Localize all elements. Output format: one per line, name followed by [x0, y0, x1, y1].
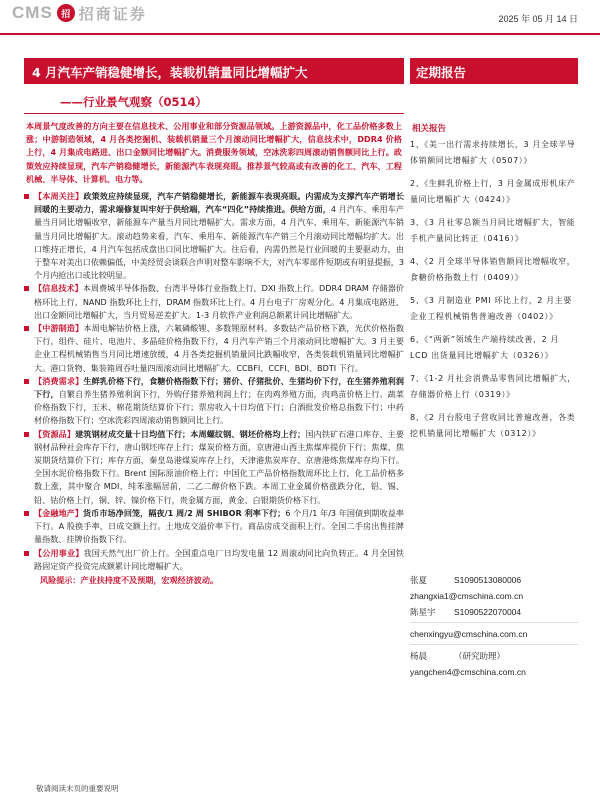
related-report-link[interactable]: 6、《“两新”领域生产端持续改善，2 月 LCD 出货量同比增幅扩大（0326）》 — [410, 335, 560, 360]
related-report-link[interactable]: 1、《美一出行需求持续增长，3 月全球半导体销额同比增幅扩大（0507）》 — [410, 140, 576, 165]
related-reports — [410, 118, 578, 449]
footer-disclaimer: 敬请阅读末页的重要说明 — [36, 784, 119, 793]
divider — [410, 622, 578, 623]
related-report-link[interactable]: 3、《3 月社零总额当月同比增幅扩大，智能手机产量同比转正（0416）》 — [410, 218, 576, 243]
related-report-link[interactable]: 2、《生鲜乳价格上行，3 月金属成形机床产量同比增幅扩大（0424）》 — [410, 179, 576, 204]
related-report-link[interactable]: 4、《2 月全球半导体销售额同比增幅收窄，食糖价格指数上行（0409）》 — [410, 257, 576, 282]
summary-paragraph: 本周景气度改善的方向主要在信息技术、公用事业和部分资源品领域。上游资源品中，化工品价格多数上涨；中游制造领域，4 月各类挖掘机、装载机销量三个月滚动同比增幅扩大，信息技术中，DDR4 价格上行，4 月集成电路进、出口金额同比增幅扩大。消费服务领域，空冰洗彩四周滚动销售额同比上行。政策效应持续显现，汽车产销稳健增长，新能源汽车表现亮眼。推荐景气较高或有改善的化工、汽车、工程机械、半导体、计算机、电力等。 — [26, 121, 402, 184]
report-body — [24, 120, 404, 587]
header-divider — [0, 33, 600, 35]
square-bullet-icon — [24, 379, 29, 384]
bullet-item: 【信息技术】本周费城半导体指数、台湾半导体行业指数上行，DXI 指数上行。DDR4 DRAM 存储器价格环比上行，NAND 指数环比上行，DRAM 指数环比上行。4 月台电子厂房观分化。4 月集成电路进、出口金额同比增幅扩大，当月贸易逆差扩大。1-3 月软件产业利润总额累计同比增幅扩大。 — [24, 282, 404, 322]
bullet-item: 【本周关注】政策效应持续显现，汽车产销稳健增长，新能源车表现亮眼。内需成为支撑汽车产销增长回暖的主要动力，需求端修复叫牢好于供给端，汽车“四化”持续推进。供给方面，4 月汽车、乘用车产量当月同比增幅收窄，新能源车产量当月同比增幅扩大。需求方面，4 月汽车、乘用车、新能源汽车销量当月同比增幅扩大。滚动趋势来看，汽车、乘用车、新能源汽车产销三个月滚动同比增幅均扩大。出口维持正增长，4 月汽车包括成盘出口同比增幅扩大。往后看，内需仍然是行业回暖的主要驱动力，由于整车对美出口依赖偏低，中美经贸会谈联合声明对整车影响不大，对汽车零部件短期或有明显提振，3 个月内抢出口或比较明显。 — [24, 190, 404, 282]
bullet-item: 【金融地产】货币市场净回笼，隔夜/1 周/2 周 SHIBOR 利率下行；6 个月/1 年/3 年国债到期收益率下行。A 股换手率、日成交额上行。土地成交溢价率下行。商品房成交面积上行。全国二手房出售挂牌量指数、挂牌价指数下行。 — [24, 507, 404, 547]
square-bullet-icon — [24, 194, 29, 199]
divider — [410, 644, 578, 645]
bullet-item: 【消费需求】生鲜乳价格下行，食糖价格指数下行；猪价、仔猪批价、生猪均价下行，在生猪养殖利润下行，自繁自养生猪养殖利润下行，外购仔猪养殖利润上行；在肉鸡养殖方面，肉鸡苗价格上行。蔬菜价格指数下行，玉米、棉花期货结算价下行；票房收入十日均值下行；白酒批发价格总指数下行；中药材价格指数下行；空冰洗彩四周滚动销售额同比上行。 — [24, 375, 404, 428]
report-date: 2025 年 05 月 14 日 — [498, 14, 578, 24]
analyst-email[interactable]: zhangxia1@cmschina.com.cn — [410, 591, 524, 601]
square-bullet-icon — [24, 432, 29, 437]
bullet-item: 【中游制造】本周电解钴价格上涨，六氟磷酸锂、多数锂原材料、多数钴产品价格下跌，光伏价格指数下行，组件、硅片、电池片、多晶硅价格指数下行，4 月汽车产销三个月滚动同比增幅扩大。3 月主要企业工程机械销售当月同比增速放缓，4 月各类挖掘机销量同比跌幅收窄，各类装载机销量同比增幅扩大。港口货物、集装箱周吞吐量四周滚动同比增幅扩大。CCBFI、CCFI、BDI、BDTI 下行。 — [24, 322, 404, 375]
bullet-list — [24, 190, 404, 573]
square-bullet-icon — [24, 551, 29, 556]
analyst-row: 陈星宇 S1090522070004 — [410, 607, 522, 617]
analyst-info — [410, 572, 578, 680]
related-reports-title: 相关报告 — [412, 124, 447, 134]
related-reports-list — [410, 137, 578, 441]
analyst-email[interactable]: chenxingyu@cmschina.com.cn — [410, 629, 528, 639]
related-report-link[interactable]: 5、《3 月制造业 PMI 环比上行，2 月主要企业工程机械销售普遍改善（0402）》 — [410, 296, 572, 321]
bullet-item: 【资源品】建筑钢材成交量十日均值下行；本周螺纹钢、钢坯价格均上行；国内铁矿石港口库存、主要钢材品种社会库存下行，唐山钢坯库存上行；煤炭价格方面，京唐港山西主焦煤库提价下行；焦煤、焦炭期货结算价下行；库存方面，秦皇岛港煤炭库存上行，天津港焦炭库存、京唐港炼焦煤库存均下行。全国水泥价格指数下行。Brent 国际原油价格上行；中国化工产品价格指数周环比上行，化工品价格多数上涨，其中聚合 MDI、纯苯涨幅居前，二乙二醇价格下跌。本周工业金属价格涨跌分化，铝、锡、铅、钴价格上行，铜、锌、镍价格下行，贵金属方面，黄金、白银期货价格下行。 — [24, 428, 404, 507]
bullet-item: 【公用事业】我国天然气出厂价上行。全国重点电厂日均发电量 12 周滚动同比向负转正。4 月全国铁路固定资产投资完成额累计同比增幅扩大。 — [24, 547, 404, 573]
square-bullet-icon — [24, 286, 29, 291]
company-logo — [12, 2, 147, 24]
related-report-link[interactable]: 8、《2 月台股电子营收同比普遍改善，各类挖机销量同比增幅扩大（0312）》 — [410, 413, 576, 438]
logo-cn: 招商证券 — [78, 4, 147, 23]
risk-warning: 风险提示：产业扶持度不及预期，宏观经济波动。 — [40, 574, 219, 585]
logo-mark-icon: 招 — [57, 4, 75, 22]
analyst-row: 杨晨 （研究助理） — [410, 651, 506, 661]
report-title: 4 月汽车产销稳健增长，装载机销量同比增幅扩大 — [24, 58, 404, 84]
report-subtitle: ——行业景气观察（0514） — [60, 95, 208, 109]
logo-en: CMS — [12, 3, 53, 22]
analyst-email[interactable]: yangchen4@cmschina.com.cn — [410, 667, 526, 677]
title-divider — [24, 113, 404, 114]
square-bullet-icon — [24, 511, 29, 516]
square-bullet-icon — [24, 326, 29, 331]
analyst-row: 张夏 S1090513080006 — [410, 575, 522, 585]
report-type: 定期报告 — [410, 58, 578, 84]
related-report-link[interactable]: 7、《1-2 月社会消费品零售同比增幅扩大，存储器价格上行（0319）》 — [410, 374, 576, 399]
